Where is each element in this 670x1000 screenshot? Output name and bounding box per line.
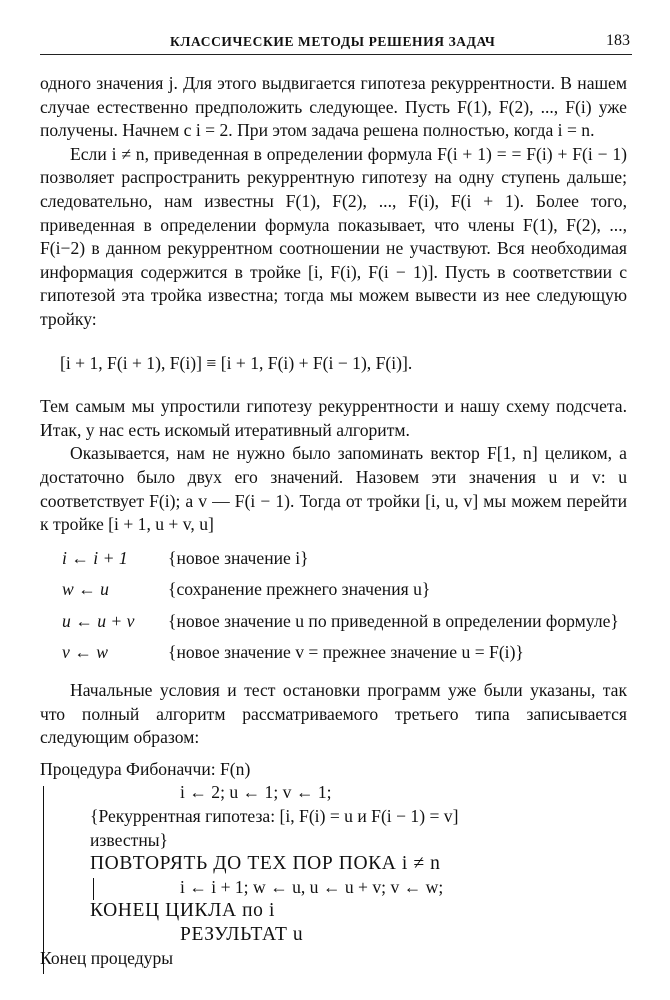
- procedure-loop-start: ПОВТОРЯТЬ ДО ТЕХ ПОР ПОКА i ≠ n: [90, 853, 441, 875]
- triple-formula: [i + 1, F(i + 1), F(i)] ≡ [i + 1, F(i) + F(i − 1), F(i)].: [60, 352, 413, 373]
- assignment-row: [40, 610, 627, 634]
- procedure-footer: Конец процедуры: [40, 947, 174, 968]
- procedure-hypothesis-line2: известны}: [90, 829, 168, 850]
- assignment-statement: i ← i + 1: [62, 547, 128, 568]
- page-body: [40, 72, 627, 970]
- assignment-statement: u ← u + v: [62, 610, 135, 631]
- assignment-comment: {новое значение i}: [168, 547, 309, 568]
- assignment-row: [40, 641, 627, 665]
- running-head-title: КЛАССИЧЕСКИЕ МЕТОДЫ РЕШЕНИЯ ЗАДАЧ: [170, 34, 496, 49]
- procedure-hypothesis-line1: {Рекуррентная гипотеза: [i, F(i) = u и F(i − 1) = v]: [90, 806, 459, 827]
- assignment-comment: {сохранение прежнего значения u}: [168, 579, 431, 600]
- assignment-row: [40, 578, 627, 602]
- procedure-result: РЕЗУЛЬТАТ u: [180, 924, 304, 945]
- loop-bracket-line: [93, 878, 94, 900]
- procedure-header: Процедура Фибоначчи: F(n): [40, 758, 251, 779]
- assignment-list: [40, 547, 627, 665]
- procedure-init: i ← 2; u ← 1; v ← 1;: [180, 782, 332, 803]
- assignment-comment: {новое значение v = прежнее значение u = F(i)}: [168, 642, 524, 663]
- procedure-bracket-line: [43, 786, 44, 974]
- paragraph-two-values: Оказывается, нам не нужно было запоминать вектор F[1, n] целиком, а достаточно было двух его значений. Назовем эти значения u и v: u соответствует F(i); а v — F(i − 1). Тогда от тройки [i, u, v] мы можем перейти к тройке [i + 1, u + v, u]: [40, 443, 627, 535]
- assignment-comment: {новое значение u по приведенной в определении формуле}: [168, 610, 619, 631]
- paragraph-simplification: Тем самым мы упростили гипотезу рекуррентности и нашу схему подсчета. Итак, у нас есть искомый итеративный алгоритм.: [40, 396, 627, 440]
- paragraph-extension-argument: Если i ≠ n, приведенная в определении формула F(i + 1) = = F(i) + F(i − 1) позволяет распространить рекуррентную гипотезу на одну ступень дальше; следовательно, нам известны F(1), F(2), ..., F(i), F(i + 1). Более того, приведенная в определении формула показывает, что члены F(1), F(2), ..., F(i−2) в данном рекуррентном соотношении не участвуют. Вся необходимая информация содержится в тройке [i, F(i), F(i − 1)]. Пусть в соответствии с гипотезой эта тройка известна; тогда мы можем вывести из нее следующую тройку:: [40, 143, 627, 329]
- procedure-listing: [40, 758, 627, 970]
- assignment-statement: v ← w: [62, 642, 108, 663]
- assignment-statement: w ← u: [62, 579, 109, 600]
- page-number: 183: [606, 32, 630, 49]
- running-head: [40, 32, 632, 55]
- paragraph-recurrence-hypothesis: одного значения j. Для этого выдвигается гипотеза рекуррентности. В нашем случае естественно предположить следующее. Пусть F(1), F(2), ..., F(i) уже получены. Начнем с i = 2. При этом задача решена полностью, когда i = n.: [40, 73, 627, 141]
- paragraph-full-algorithm: Начальные условия и тест остановки программ уже были указаны, так что полный алгоритм рассматриваемого третьего типа записывается следующим образом:: [40, 680, 627, 748]
- procedure-loop-end: КОНЕЦ ЦИКЛА по i: [90, 900, 275, 922]
- assignment-row: [40, 547, 627, 571]
- procedure-loop-body: i ← i + 1; w ← u, u ← u + v; v ← w;: [180, 876, 444, 897]
